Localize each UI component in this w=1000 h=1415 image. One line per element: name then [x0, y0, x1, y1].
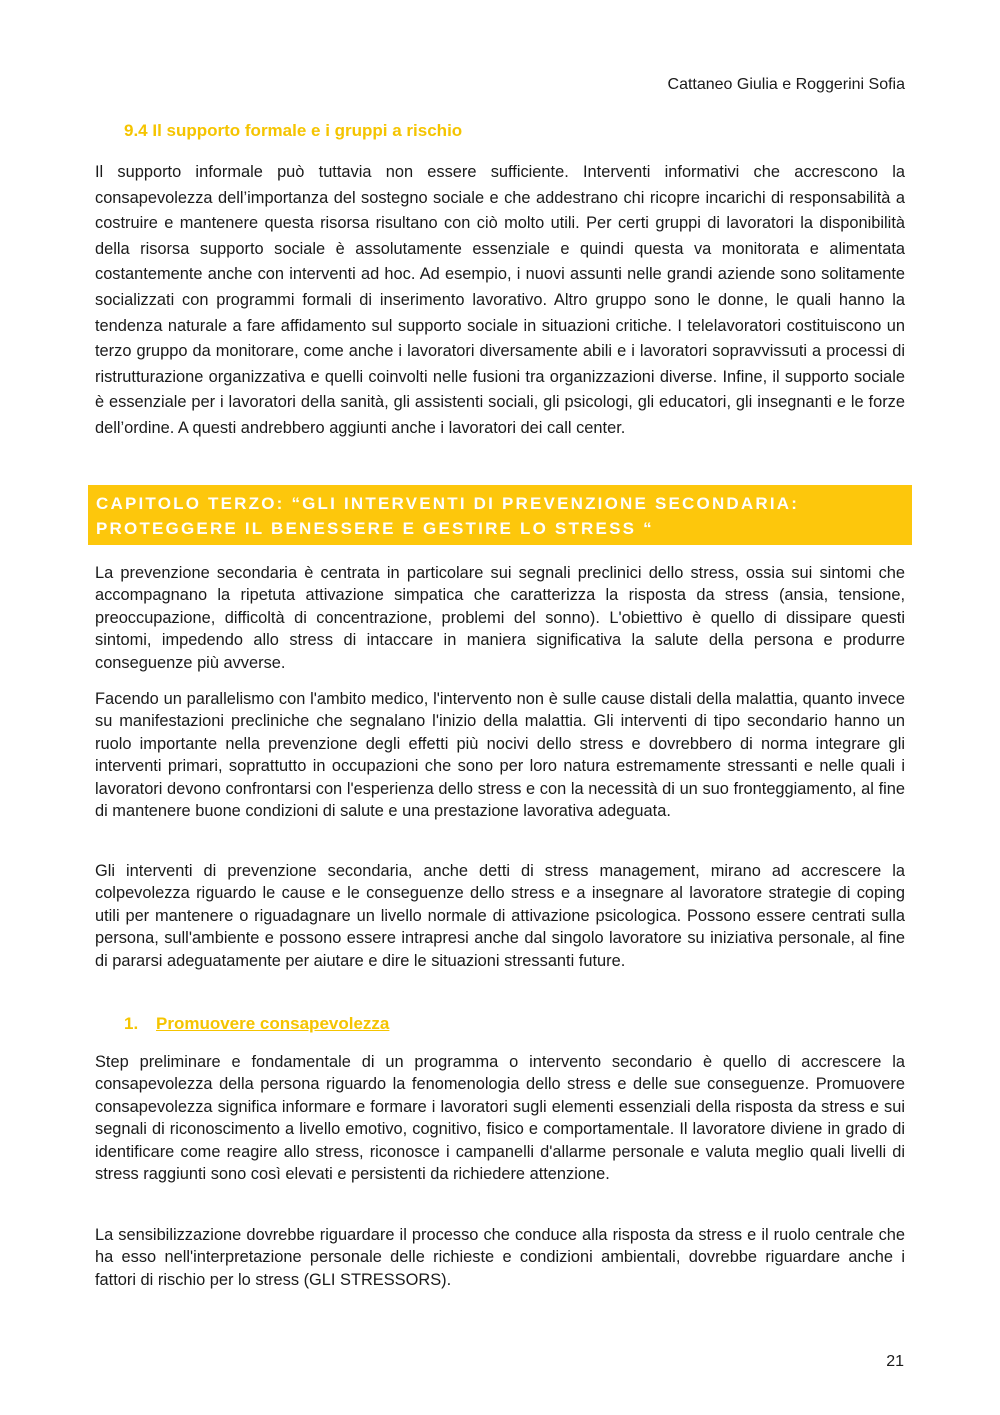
section-title: 9.4 Il supporto formale e i gruppi a rischio — [124, 121, 463, 140]
chapter-banner — [88, 485, 912, 545]
list-number: 1. — [124, 1014, 139, 1033]
chapter-title-line-2: PROTEGGERE IL BENESSERE E GESTIRE LO STRESS “ — [96, 519, 654, 538]
list-paragraph-2: La sensibilizzazione dovrebbe riguardare il processo che conduce alla risposta da stress e il ruolo centrale che ha esso nell'interpretazione personale delle richieste e condizioni ambientali, dovrebbe riguardare anche i fattori di rischio per lo stress (GLI STRESSORS). — [95, 1226, 905, 1289]
list-paragraph-1: Step preliminare e fondamentale di un programma o intervento secondario è quello di accrescere la consapevolezza della persona riguardo la fenomenologia dello stress e delle sue conseguenze. Promuovere consapevolezza significa informare e formare i lavoratori sugli elementi essenziali della risposta da stress e sui segnali di riconoscimento a livello emotivo, cognitivo, fisico e comportamentale. Il lavoratore diviene in grado di identificare come reagire allo stress, riconosce i campanelli d'allarme personale e valuta meglio quali livelli di stress raggiunti sono così elevati e persistenti da richiedere attenzione. — [95, 1053, 905, 1184]
chapter-title-line-1: CAPITOLO TERZO: “GLI INTERVENTI DI PREVENZIONE SECONDARIA: — [96, 494, 800, 513]
section-paragraph: Il supporto informale può tuttavia non essere sufficiente. Interventi informativi che accrescono la consapevolezza dell’importanza del sostegno sociale e che addestrano chi ricopre incarichi di responsabilità a costruire e mantenere questa risorsa risultano con ciò molto utili. Per certi gruppi di lavoratori la disponibilità della risorsa supporto sociale è assolutamente essenziale e quindi questa va monitorata e alimentata costantemente anche con interventi ad hoc. Ad esempio, i nuovi assunti nelle grandi aziende sono solitamente socializzati con programmi formali di inserimento lavorativo. Altro gruppo sono le donne, le quali hanno la tendenza naturale a fare affidamento sul supporto sociale in situazioni critiche. I telelavoratori costituiscono un terzo gruppo da monitorare, come anche i lavoratori diversamente abili e i lavoratori sopravvissuti a processi di ristrutturazione organizzativa e quelli coinvolti nelle fusioni tra organizzazioni diverse. Infine, il supporto sociale è essenziale per i lavoratori della sanità, gli assistenti sociali, gli psicologi, gli educatori, gli insegnanti e le forze dell’ordine. A questi andrebbero aggiunti anche i lavoratori dei call center. — [95, 163, 905, 437]
chapter-paragraph-1: La prevenzione secondaria è centrata in particolare sui segnali preclinici dello stress, ossia sui sintomi che accompagnano la ripetuta attivazione simpatica che caratterizza la risposta da stress (ansia, tensione, preoccupazione, difficoltà di concentrazione, problemi del sonno). L'obiettivo è quello di dissipare questi sintomi, impedendo allo stress di intaccare in maniera significativa la salute della persona e produrre conseguenze più avverse. — [95, 564, 905, 672]
header-author: Cattaneo Giulia e Roggerini Sofia — [667, 76, 905, 93]
page-number: 21 — [886, 1353, 904, 1370]
list-heading — [124, 1014, 389, 1034]
chapter-paragraph-3: Gli interventi di prevenzione secondaria, anche detti di stress management, mirano ad accrescere la colpevolezza riguardo le cause e le conseguenze dello stress e a insegnare al lavoratore strategie di coping utili per mantenere o riguadagnare un livello normale di attivazione psicologica. Possono essere centrati sulla persona, sull'ambiente e possono essere intrapresi anche dal singolo lavoratore su iniziativa personale, al fine di pararsi adeguatamente per aiutare e dire le situazioni stressanti future. — [95, 862, 905, 970]
chapter-paragraph-2: Facendo un parallelismo con l'ambito medico, l'intervento non è sulle cause distali della malattia, quanto invece su manifestazioni precliniche che segnalano l'inizio della malattia. Gli interventi di tipo secondario hanno un ruolo importante nella prevenzione degli effetti più nocivi dello stress e dovrebbero di norma integrare gli interventi primari, soprattutto in occupazioni che sono per loro natura estremamente stressanti e nelle quali i lavoratori devono confrontarsi con l'esperienza dello stress e con la necessità di un suo fronteggiamento, al fine di mantenere buone condizioni di salute e una prestazione lavorativa adeguata. — [95, 690, 905, 821]
list-title: Promuovere consapevolezza — [156, 1014, 390, 1033]
